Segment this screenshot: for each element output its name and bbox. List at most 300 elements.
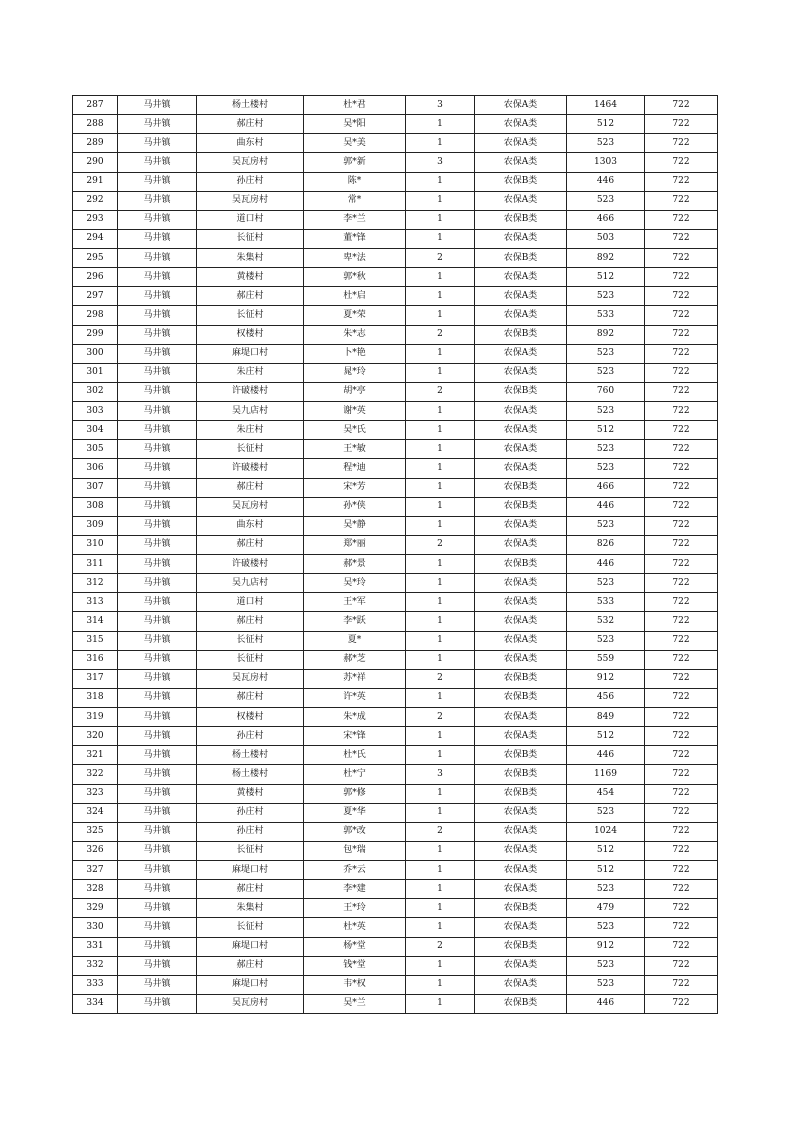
amount-cell: 466 [567,478,645,497]
village-cell: 道口村 [197,210,304,229]
table-row [73,765,718,784]
standard-cell: 722 [645,650,718,669]
town-cell: 马井镇 [118,593,197,612]
standard-cell: 722 [645,975,718,994]
amount-cell: 523 [567,344,645,363]
category-cell: 农保B类 [475,555,567,574]
village-cell: 郝庄村 [197,478,304,497]
village-cell: 杨土楼村 [197,96,304,115]
village-cell: 麻堤口村 [197,937,304,956]
amount-cell: 523 [567,956,645,975]
village-cell: 朱集村 [197,249,304,268]
amount-cell: 446 [567,746,645,765]
household-size-cell: 1 [406,516,475,535]
amount-cell: 512 [567,421,645,440]
amount-cell: 456 [567,688,645,707]
category-cell: 农保A类 [475,975,567,994]
table-row [73,134,718,153]
town-cell: 马井镇 [118,516,197,535]
amount-cell: 446 [567,497,645,516]
table-row [73,746,718,765]
row-number-cell: 318 [73,688,118,707]
name-cell: 吴*静 [304,516,406,535]
town-cell: 马井镇 [118,115,197,134]
amount-cell: 892 [567,325,645,344]
table-row [73,937,718,956]
town-cell: 马井镇 [118,708,197,727]
category-cell: 农保A类 [475,918,567,937]
name-cell: 朱*志 [304,325,406,344]
town-cell: 马井镇 [118,727,197,746]
category-cell: 农保A类 [475,421,567,440]
category-cell: 农保A类 [475,134,567,153]
category-cell: 农保A类 [475,153,567,172]
table-row [73,96,718,115]
name-cell: 郭*改 [304,822,406,841]
table-row [73,287,718,306]
row-number-cell: 303 [73,402,118,421]
name-cell: 郭*秋 [304,268,406,287]
town-cell: 马井镇 [118,306,197,325]
table-row [73,402,718,421]
household-size-cell: 1 [406,229,475,248]
category-cell: 农保A类 [475,402,567,421]
town-cell: 马井镇 [118,975,197,994]
row-number-cell: 327 [73,861,118,880]
table-row [73,382,718,401]
household-size-cell: 3 [406,765,475,784]
row-number-cell: 328 [73,880,118,899]
village-cell: 孙庄村 [197,803,304,822]
name-cell: 郝*芝 [304,650,406,669]
amount-cell: 466 [567,210,645,229]
town-cell: 马井镇 [118,688,197,707]
household-size-cell: 1 [406,421,475,440]
household-size-cell: 2 [406,669,475,688]
standard-cell: 722 [645,612,718,631]
row-number-cell: 296 [73,268,118,287]
name-cell: 吴*玲 [304,574,406,593]
town-cell: 马井镇 [118,153,197,172]
household-size-cell: 1 [406,631,475,650]
category-cell: 农保A类 [475,708,567,727]
household-size-cell: 1 [406,172,475,191]
name-cell: 杜*英 [304,918,406,937]
village-cell: 孙庄村 [197,172,304,191]
table-row [73,478,718,497]
town-cell: 马井镇 [118,841,197,860]
category-cell: 农保B类 [475,899,567,918]
amount-cell: 1303 [567,153,645,172]
village-cell: 黄楼村 [197,784,304,803]
category-cell: 农保B类 [475,688,567,707]
standard-cell: 722 [645,956,718,975]
category-cell: 农保B类 [475,210,567,229]
amount-cell: 533 [567,593,645,612]
household-size-cell: 1 [406,497,475,516]
household-size-cell: 1 [406,363,475,382]
standard-cell: 722 [645,994,718,1013]
table-row [73,229,718,248]
standard-cell: 722 [645,134,718,153]
table-row [73,918,718,937]
category-cell: 农保A类 [475,344,567,363]
name-cell: 钱*堂 [304,956,406,975]
row-number-cell: 334 [73,994,118,1013]
name-cell: 吴*兰 [304,994,406,1013]
town-cell: 马井镇 [118,861,197,880]
village-cell: 杨土楼村 [197,746,304,765]
village-cell: 郝庄村 [197,115,304,134]
category-cell: 农保B类 [475,478,567,497]
amount-cell: 533 [567,306,645,325]
household-size-cell: 1 [406,459,475,478]
name-cell: 夏*荣 [304,306,406,325]
village-cell: 郝庄村 [197,612,304,631]
standard-cell: 722 [645,535,718,554]
household-size-cell: 1 [406,402,475,421]
name-cell: 宋*锋 [304,727,406,746]
row-number-cell: 322 [73,765,118,784]
village-cell: 朱集村 [197,899,304,918]
village-cell: 长征村 [197,918,304,937]
name-cell: 许*英 [304,688,406,707]
amount-cell: 503 [567,229,645,248]
standard-cell: 722 [645,459,718,478]
amount-cell: 523 [567,880,645,899]
standard-cell: 722 [645,669,718,688]
town-cell: 马井镇 [118,669,197,688]
table-row [73,363,718,382]
row-number-cell: 311 [73,555,118,574]
standard-cell: 722 [645,803,718,822]
table-row [73,115,718,134]
town-cell: 马井镇 [118,191,197,210]
amount-cell: 454 [567,784,645,803]
row-number-cell: 319 [73,708,118,727]
town-cell: 马井镇 [118,96,197,115]
town-cell: 马井镇 [118,172,197,191]
amount-cell: 523 [567,440,645,459]
category-cell: 农保B类 [475,669,567,688]
amount-cell: 523 [567,516,645,535]
category-cell: 农保A类 [475,516,567,535]
household-size-cell: 1 [406,574,475,593]
name-cell: 宋*芳 [304,478,406,497]
name-cell: 胡*亭 [304,382,406,401]
amount-cell: 512 [567,115,645,134]
town-cell: 马井镇 [118,344,197,363]
category-cell: 农保B类 [475,937,567,956]
household-size-cell: 2 [406,535,475,554]
town-cell: 马井镇 [118,497,197,516]
category-cell: 农保A类 [475,612,567,631]
household-size-cell: 1 [406,841,475,860]
name-cell: 常* [304,191,406,210]
table-row [73,612,718,631]
household-size-cell: 2 [406,822,475,841]
row-number-cell: 317 [73,669,118,688]
amount-cell: 559 [567,650,645,669]
standard-cell: 722 [645,937,718,956]
village-cell: 吴瓦房村 [197,153,304,172]
standard-cell: 722 [645,363,718,382]
row-number-cell: 306 [73,459,118,478]
table-row [73,574,718,593]
town-cell: 马井镇 [118,650,197,669]
table-row [73,899,718,918]
name-cell: 李*跃 [304,612,406,631]
household-size-cell: 1 [406,899,475,918]
town-cell: 马井镇 [118,478,197,497]
amount-cell: 1464 [567,96,645,115]
category-cell: 农保A类 [475,841,567,860]
town-cell: 马井镇 [118,459,197,478]
row-number-cell: 305 [73,440,118,459]
village-cell: 吴瓦房村 [197,497,304,516]
amount-cell: 446 [567,555,645,574]
category-cell: 农保B类 [475,172,567,191]
household-size-cell: 1 [406,593,475,612]
table-row [73,440,718,459]
town-cell: 马井镇 [118,612,197,631]
row-number-cell: 307 [73,478,118,497]
standard-cell: 722 [645,861,718,880]
name-cell: 杜*启 [304,287,406,306]
table-row [73,631,718,650]
category-cell: 农保A类 [475,593,567,612]
amount-cell: 523 [567,134,645,153]
name-cell: 王*玲 [304,899,406,918]
standard-cell: 722 [645,822,718,841]
name-cell: 李*兰 [304,210,406,229]
row-number-cell: 290 [73,153,118,172]
row-number-cell: 330 [73,918,118,937]
table-row [73,784,718,803]
table-row [73,841,718,860]
row-number-cell: 316 [73,650,118,669]
category-cell: 农保A类 [475,956,567,975]
category-cell: 农保A类 [475,440,567,459]
name-cell: 晁*玲 [304,363,406,382]
standard-cell: 722 [645,688,718,707]
village-cell: 长征村 [197,631,304,650]
row-number-cell: 294 [73,229,118,248]
household-size-cell: 2 [406,382,475,401]
table-row [73,822,718,841]
standard-cell: 722 [645,382,718,401]
village-cell: 麻堤口村 [197,861,304,880]
row-number-cell: 292 [73,191,118,210]
village-cell: 朱庄村 [197,363,304,382]
standard-cell: 722 [645,287,718,306]
table-row [73,516,718,535]
table-row [73,172,718,191]
household-size-cell: 1 [406,784,475,803]
household-size-cell: 1 [406,555,475,574]
village-cell: 许破楼村 [197,382,304,401]
amount-cell: 523 [567,918,645,937]
table-row [73,421,718,440]
standard-cell: 722 [645,478,718,497]
table-row [73,994,718,1013]
name-cell: 郝*景 [304,555,406,574]
standard-cell: 722 [645,306,718,325]
table-row [73,688,718,707]
village-cell: 朱庄村 [197,421,304,440]
row-number-cell: 313 [73,593,118,612]
name-cell: 王*军 [304,593,406,612]
category-cell: 农保B类 [475,765,567,784]
village-cell: 曲东村 [197,134,304,153]
standard-cell: 722 [645,153,718,172]
amount-cell: 523 [567,287,645,306]
row-number-cell: 302 [73,382,118,401]
row-number-cell: 321 [73,746,118,765]
household-size-cell: 1 [406,268,475,287]
village-cell: 杨土楼村 [197,765,304,784]
name-cell: 苏*祥 [304,669,406,688]
village-cell: 长征村 [197,306,304,325]
standard-cell: 722 [645,727,718,746]
standard-cell: 722 [645,210,718,229]
table-row [73,708,718,727]
household-size-cell: 1 [406,478,475,497]
table-row [73,249,718,268]
standard-cell: 722 [645,497,718,516]
household-size-cell: 1 [406,306,475,325]
standard-cell: 722 [645,191,718,210]
standard-cell: 722 [645,325,718,344]
village-cell: 吴瓦房村 [197,994,304,1013]
row-number-cell: 324 [73,803,118,822]
household-size-cell: 1 [406,210,475,229]
household-size-cell: 1 [406,803,475,822]
household-size-cell: 1 [406,134,475,153]
name-cell: 杜*宁 [304,765,406,784]
household-size-cell: 1 [406,287,475,306]
row-number-cell: 287 [73,96,118,115]
household-size-cell: 1 [406,918,475,937]
standard-cell: 722 [645,516,718,535]
table-row [73,727,718,746]
village-cell: 长征村 [197,650,304,669]
town-cell: 马井镇 [118,535,197,554]
category-cell: 农保A类 [475,574,567,593]
amount-cell: 892 [567,249,645,268]
household-size-cell: 1 [406,612,475,631]
standard-cell: 722 [645,344,718,363]
village-cell: 吴九店村 [197,402,304,421]
row-number-cell: 331 [73,937,118,956]
household-size-cell: 1 [406,688,475,707]
village-cell: 吴瓦房村 [197,669,304,688]
name-cell: 王*敏 [304,440,406,459]
village-cell: 曲东村 [197,516,304,535]
name-cell: 杨*堂 [304,937,406,956]
row-number-cell: 299 [73,325,118,344]
row-number-cell: 315 [73,631,118,650]
household-size-cell: 3 [406,96,475,115]
name-cell: 杜*君 [304,96,406,115]
standard-cell: 722 [645,708,718,727]
name-cell: 董*锋 [304,229,406,248]
row-number-cell: 300 [73,344,118,363]
row-number-cell: 308 [73,497,118,516]
category-cell: 农保A类 [475,822,567,841]
category-cell: 农保B类 [475,249,567,268]
row-number-cell: 323 [73,784,118,803]
row-number-cell: 293 [73,210,118,229]
amount-cell: 532 [567,612,645,631]
town-cell: 马井镇 [118,803,197,822]
standard-cell: 722 [645,574,718,593]
village-cell: 长征村 [197,440,304,459]
village-cell: 权楼村 [197,708,304,727]
name-cell: 朱*成 [304,708,406,727]
town-cell: 马井镇 [118,956,197,975]
village-cell: 吴瓦房村 [197,191,304,210]
standard-cell: 722 [645,229,718,248]
name-cell: 谢*英 [304,402,406,421]
village-cell: 郝庄村 [197,880,304,899]
row-number-cell: 309 [73,516,118,535]
household-size-cell: 1 [406,440,475,459]
row-number-cell: 310 [73,535,118,554]
category-cell: 农保A类 [475,287,567,306]
standard-cell: 722 [645,765,718,784]
standard-cell: 722 [645,115,718,134]
table-row [73,306,718,325]
table-row [73,593,718,612]
table-row [73,880,718,899]
amount-cell: 826 [567,535,645,554]
village-cell: 许破楼村 [197,555,304,574]
household-size-cell: 1 [406,650,475,669]
table-row [73,344,718,363]
table-row [73,497,718,516]
amount-cell: 760 [567,382,645,401]
village-cell: 郝庄村 [197,287,304,306]
category-cell: 农保B类 [475,497,567,516]
name-cell: 程*迪 [304,459,406,478]
table-row [73,975,718,994]
amount-cell: 523 [567,191,645,210]
standard-cell: 722 [645,631,718,650]
amount-cell: 512 [567,841,645,860]
category-cell: 农保A类 [475,306,567,325]
household-size-cell: 1 [406,880,475,899]
town-cell: 马井镇 [118,421,197,440]
household-size-cell: 1 [406,956,475,975]
town-cell: 马井镇 [118,382,197,401]
village-cell: 郝庄村 [197,535,304,554]
village-cell: 长征村 [197,841,304,860]
village-cell: 孙庄村 [197,727,304,746]
town-cell: 马井镇 [118,765,197,784]
village-cell: 吴九店村 [197,574,304,593]
amount-cell: 912 [567,937,645,956]
household-size-cell: 3 [406,153,475,172]
name-cell: 李*建 [304,880,406,899]
amount-cell: 523 [567,402,645,421]
amount-cell: 446 [567,172,645,191]
table-row [73,325,718,344]
name-cell: 孙*侠 [304,497,406,516]
standard-cell: 722 [645,918,718,937]
row-number-cell: 295 [73,249,118,268]
standard-cell: 722 [645,268,718,287]
